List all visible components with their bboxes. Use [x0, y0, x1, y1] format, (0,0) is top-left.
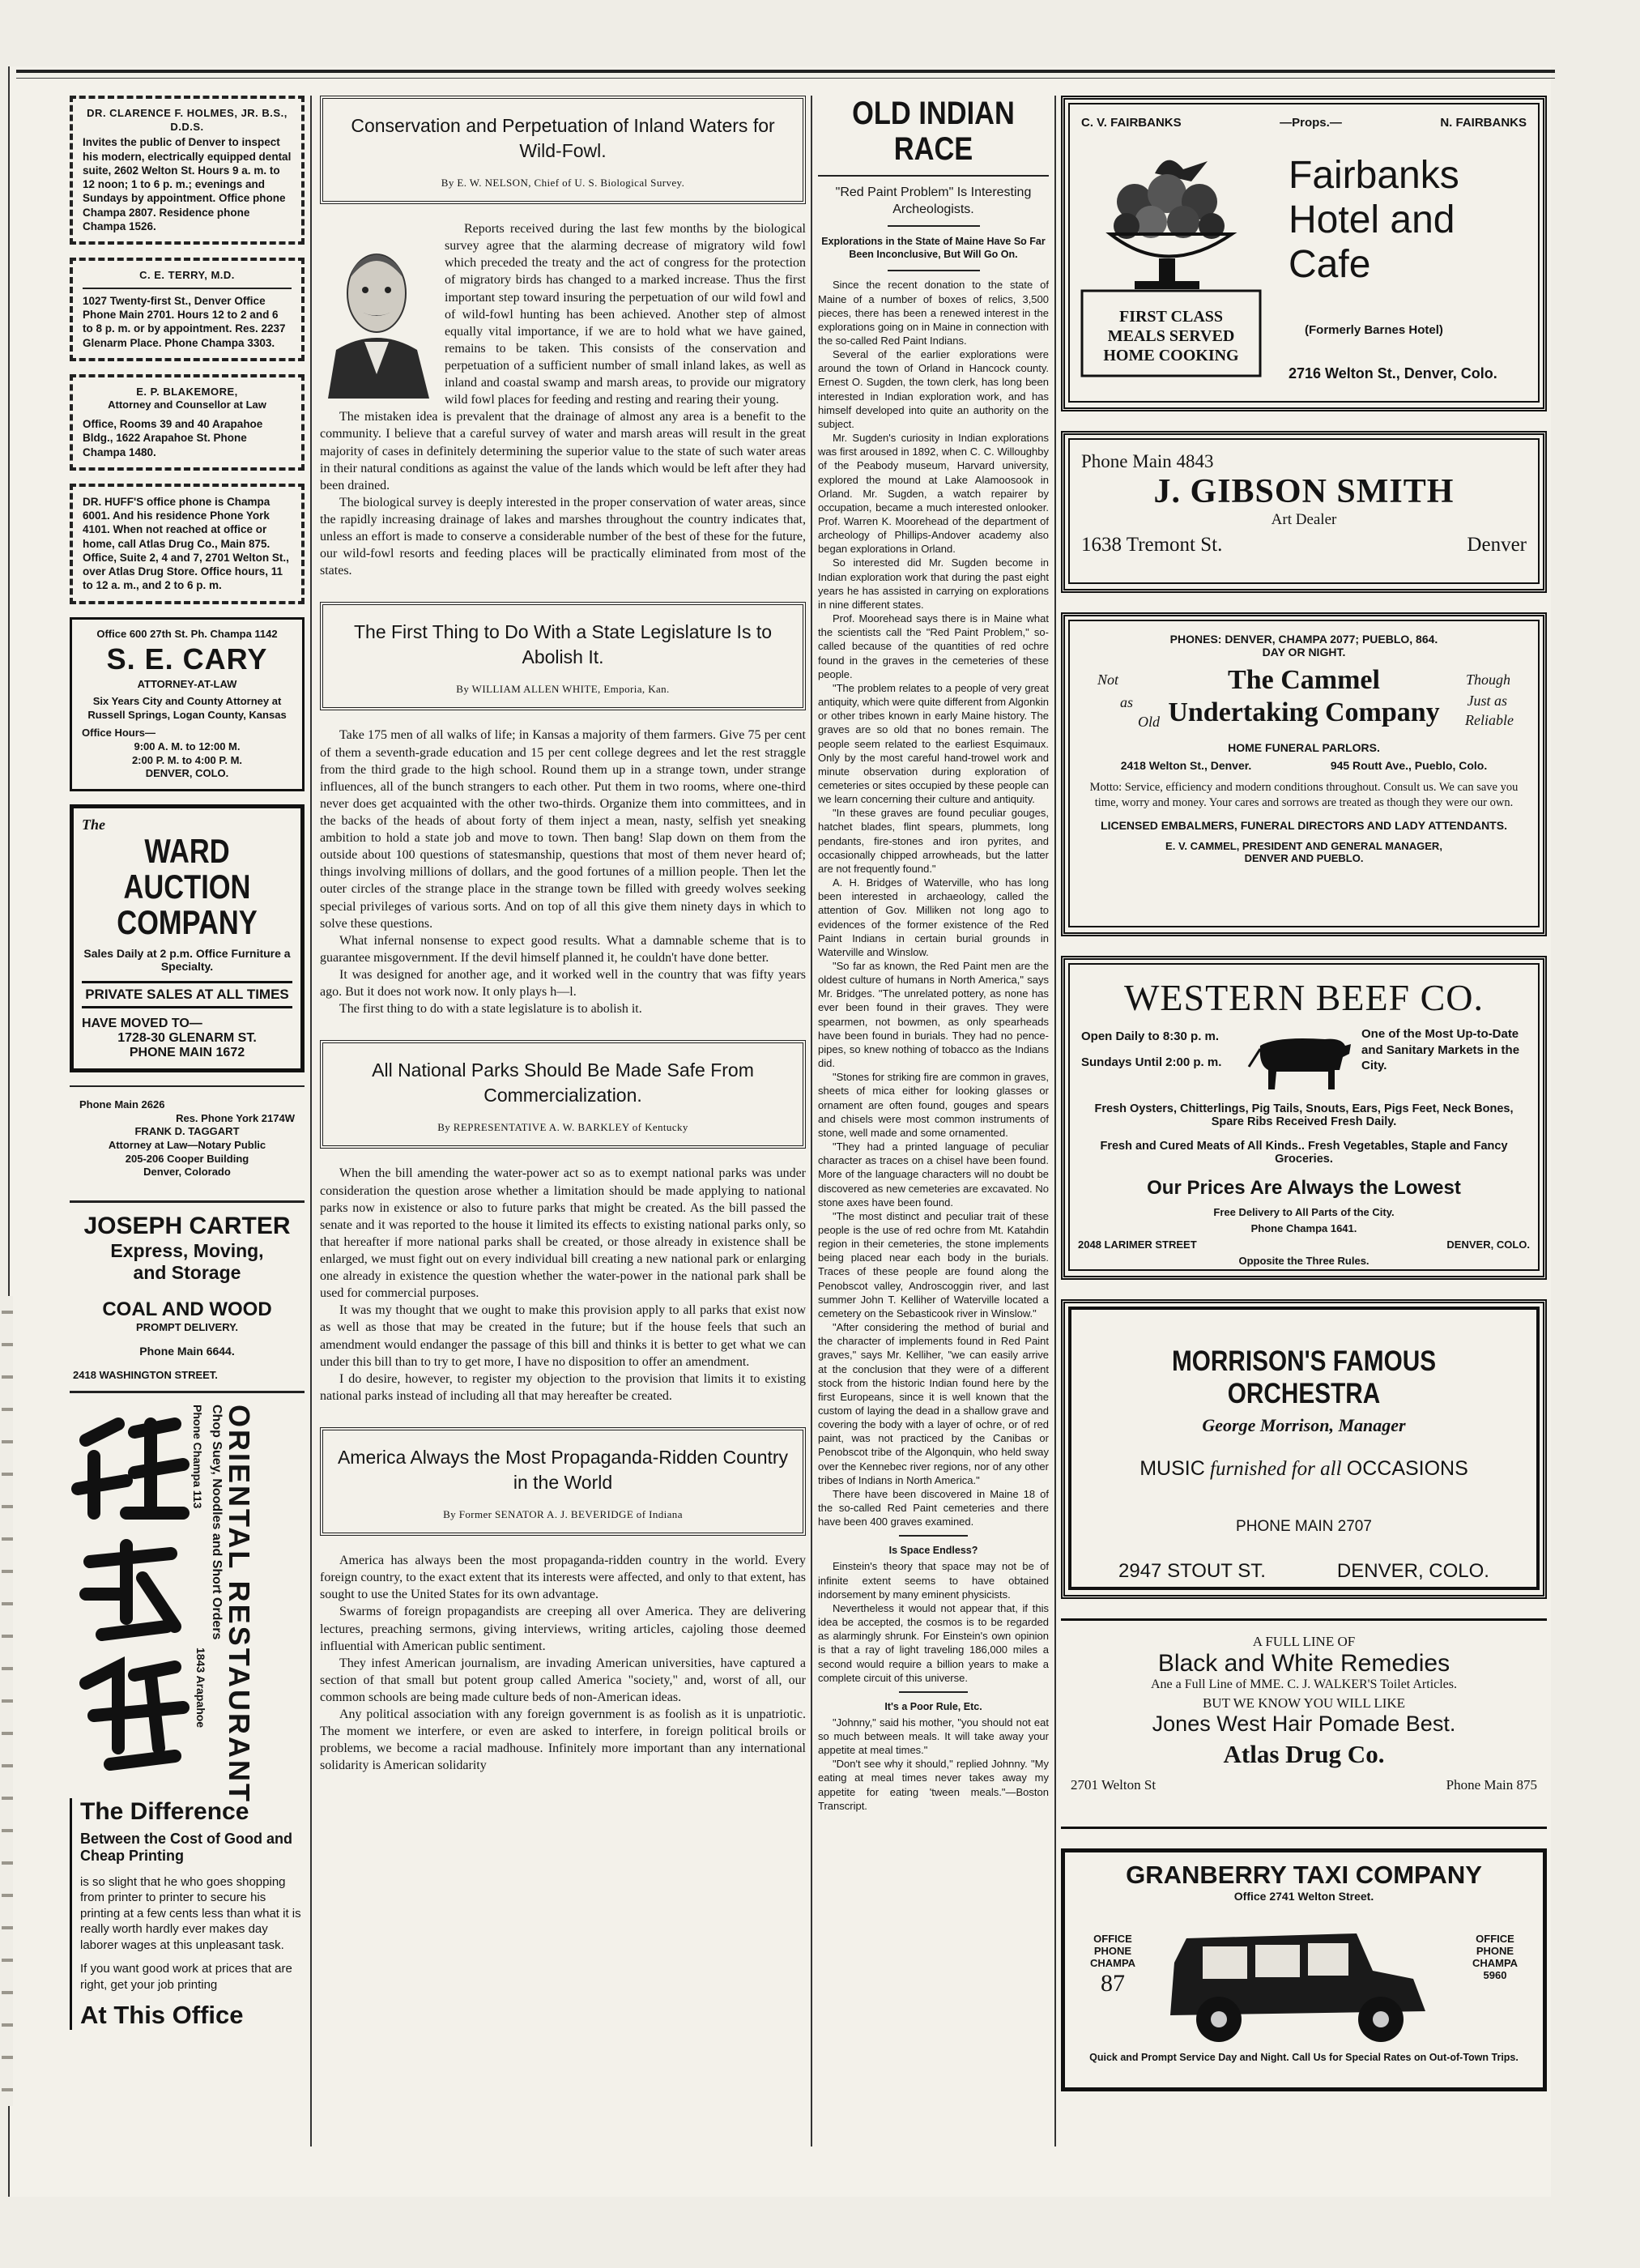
- ad-former: (Formerly Barnes Hotel): [1305, 323, 1443, 337]
- article-paragraph: When the bill amending the water-power act so as to exempt national parks was under consideration the question arose whether a limitation should be made applying to national parks now in existence or also to future parks that might be created. As the bill passed the senate and it was reported to the house it limited its effects to existing national parks only, so that hereafter if more national parks shall be created, or those already in existence shall be enlarged, we must fight out on every individual bill creating a new national park or enlarging one already in existence the question whether the water-power in the national park shall be used for commercial purposes.: [320, 1166, 806, 1301]
- ad-name: Cafe: [1289, 243, 1371, 287]
- ad-line: Ane a Full Line of MME. C. J. WALKER'S Toilet Articles.: [1150, 1678, 1458, 1691]
- ad-fresh: Fresh and Cured Meats of All Kinds.. Fresh Vegetables, Staple and Fancy Groceries.: [1100, 1140, 1508, 1166]
- ad-name: WESTERN BEEF CO.: [1123, 977, 1485, 1018]
- story-deck: "Red Paint Problem" Is Interesting Archeologists.: [835, 185, 1032, 216]
- article-title: Conservation and Perpetuation of Inland Waters for Wild-Fowl.: [351, 115, 775, 162]
- ad-phone: PHONE MAIN 2707: [1236, 1518, 1372, 1535]
- ad-reliable: Reliable: [1465, 712, 1514, 728]
- ad-music: furnished for all: [1210, 1458, 1342, 1480]
- ad-cammel-undertaking: [1061, 612, 1547, 936]
- column-advertisements: [1061, 96, 1547, 2155]
- ad-phone: Phone Main 875: [1446, 1777, 1537, 1793]
- article-byline: By REPRESENTATIVE A. W. BARKLEY of Kentucky: [437, 1121, 688, 1134]
- story-paragraph: "They had a printed language of peculiar character as traces on a chisel have been found. More of the language characters will no doubt be discovered as new cemeteries are excavated. No stone axes have been found.: [818, 1140, 1049, 1209]
- article-paragraph: What infernal nonsense to expect good results. What a damnable scheme that is to guarantee misgovernment. If the devil himself planned it, he couldn't have done better.: [320, 933, 806, 965]
- story-paragraph: So interested did Mr. Sugden become in Indian exploration work that during the past eight years he has assisted in carrying on explorations in nine different states.: [818, 556, 1049, 611]
- ad-text: If you want good work at prices that are right, get your job printing: [80, 1962, 292, 1992]
- ad-prop-right: N. FAIRBANKS: [1440, 116, 1527, 130]
- article-paragraph: The biological survey is deeply interested in the proper conservation of water areas, since the rapidly increasing drainage of lakes and marshes throughout the country indicates that, unless an effort is made to conserve a considerable number of the best of these for the future, our wild-fowl resorts and feeding places will be practically eliminated from most of the states.: [320, 495, 806, 578]
- ad-open: Open Daily to 8:30 p. m.: [1081, 1030, 1220, 1043]
- story-paragraph: "In these graves are found peculiar gouges, hatchet blades, flint spears, plummets, long pendants, fire-stones and iron pyrites, and occasionally chipped arrowheads, but the latter are not frequently found.": [818, 807, 1049, 875]
- ad-props: —Props.—: [1280, 116, 1342, 130]
- card-text: Office, Rooms 39 and 40 Arapahoe Bldg., 1622 Arapahoe St. Phone Champa 1480.: [83, 418, 263, 458]
- ad-city: DENVER, COLO.: [1446, 1238, 1530, 1251]
- ad-left: CHAMPA: [1089, 1956, 1136, 1969]
- sign-line: MEALS SERVED: [1107, 327, 1235, 345]
- column-rule: [811, 96, 812, 2146]
- ad-name: Atlas Drug Co.: [1223, 1740, 1385, 1768]
- ad-line: A FULL LINE OF: [1252, 1634, 1356, 1649]
- card-city: Denver, Colorado: [143, 1166, 231, 1179]
- ad-addr: 2418 WASHINGTON STREET.: [73, 1368, 218, 1381]
- article-header: [320, 602, 806, 710]
- article-paragraph: Any political association with any foreign government is as foolish as it is unpatriotic. The moment we interfere, or even are asked to interfere, in foreign political broils or problems, we become a racial madhouse. Infinitely more important than any international solidarity is American solidarity: [320, 1707, 806, 1773]
- ad-sundays: Sundays Until 2:00 p. m.: [1081, 1055, 1222, 1069]
- ad-line: Sales Daily at 2 p.m. Office Furniture a Specialty.: [83, 947, 291, 974]
- card-text: DR. HUFF'S office phone is Champa 6001. And his residence Phone York 4101. When not reached at office or home, call Atlas Drug Co., Main 875. Office, Suite 2, 4 and 7, 2701 Welton St., over Atlas Drug Store. Office hours, 11 to 12 a. m., and 2 to 6 p. m.: [83, 495, 289, 592]
- story-paragraph: Prof. Moorehead says there is in Maine what the scientists call the "Red Paint Problem," so-called because of the quantities of red ochre found in the graves in the cemeteries of these people.: [818, 612, 1049, 680]
- article-header: [320, 96, 806, 204]
- ad-line: PHONE MAIN 1672: [129, 1046, 245, 1060]
- ad-name: JOSEPH CARTER: [83, 1212, 291, 1239]
- ad-opp: Opposite the Three Rules.: [1238, 1255, 1370, 1267]
- ad-old: Old: [1138, 714, 1160, 730]
- ad-line: 1728-30 GLENARM ST.: [117, 1031, 257, 1046]
- ad-left: OFFICE: [1093, 1933, 1132, 1945]
- story-paragraph: "Stones for striking fire are common in graves, sheets of mica either for looking glasses or ornament are often found, gouges and spears and chisels were most common instruments of stone, well made and some ornamented.: [818, 1071, 1049, 1139]
- ad-line: COAL AND WOOD: [102, 1298, 272, 1320]
- ad-gibson-smith: [1061, 431, 1547, 593]
- column-old-indian-race: [818, 96, 1049, 2155]
- card-holmes: [70, 96, 305, 245]
- article-body: [320, 1552, 806, 1774]
- chinese-characters-image: [70, 1408, 191, 1788]
- taxi-car-illustration: [1154, 1914, 1446, 2052]
- ad-line: BUT WE KNOW YOU WILL LIKE: [1202, 1695, 1406, 1711]
- article-body: [320, 727, 806, 1017]
- ad-addr: 2048 LARIMER STREET: [1078, 1238, 1197, 1251]
- ad-foot: Quick and Prompt Service Day and Night. Call Us for Special Rates on Out-of-Town Trips.: [1089, 2052, 1519, 2063]
- ad-foot: At This Office: [80, 2001, 244, 2030]
- ad-morrison-orchestra: [1061, 1299, 1547, 1599]
- top-rule-thin: [16, 78, 1555, 79]
- ad-day: DAY OR NIGHT.: [1262, 646, 1346, 659]
- ad-cities: DENVER AND PUEBLO.: [1244, 851, 1364, 864]
- card-name: DR. CLARENCE F. HOLMES, JR. B.S., D.D.S.: [87, 107, 288, 133]
- ad-ward-auction: [70, 804, 305, 1072]
- article-header: [320, 1427, 806, 1536]
- ad-addr: 1638 Tremont St.: [1081, 534, 1223, 556]
- ad-title: The Difference: [80, 1797, 249, 1825]
- ad-role: Art Dealer: [1271, 511, 1337, 528]
- ad-the-difference: [70, 1798, 305, 2031]
- story-paragraph: Nevertheless it would not appear that, if this idea be accepted, the cosmos is to be regarded as alarmingly shrunk. For Einstein's own opinion is that a ray of light traveling 186,000 miles a second would require a billion years to make a complete circuit of this universe.: [818, 1601, 1049, 1684]
- story-paragraph: A. H. Bridges of Waterville, who has long been interested in archaeology, called the attention of Gov. Milliken not long ago to evidences of the former existence of the Red Paint Indians in certain burial grounds in Waterville and Winslow.: [818, 876, 1049, 958]
- ad-right: OFFICE: [1476, 1933, 1514, 1945]
- ad-name: The Cammel: [1228, 665, 1380, 695]
- story-body: [818, 278, 1049, 1528]
- ad-parlors: HOME FUNERAL PARLORS.: [1228, 741, 1380, 754]
- ad-western-beef: [1061, 956, 1547, 1280]
- ad-name: Fairbanks: [1289, 154, 1459, 197]
- story-paragraph: "So far as known, the Red Paint men are the oldest culture of humans in North America," says Mr. Bridges. "The unrelated pottery, as none has ever been found in their graves. They were spearmen, not bowmen, as only spearheads have been found in burials. They had no pence-pipes, so knew nothing of tobacco as the Indians did.: [818, 960, 1049, 1070]
- ad-line: PROMPT DELIVERY.: [136, 1320, 238, 1333]
- ad-prop-left: C. V. FAIRBANKS: [1081, 116, 1182, 130]
- column-professional-cards: [70, 96, 305, 2155]
- ad-though: Though: [1465, 671, 1510, 688]
- article-paragraph: America has always been the most propaganda-ridden country in the world. Every foreign country, to the exact extent that its interests were affected, and only to that extent, has sought to use the United States for its own advantage.: [320, 1554, 806, 1602]
- card-text: 1027 Twenty-first St., Denver Office Phone Main 2701. Hours 12 to 2 and 6 to 8 p. m. or by appointment. Res. 2237 Glenarm Place. Phone Champa 3303.: [83, 294, 286, 349]
- ad-name: MORRISON'S FAMOUS ORCHESTRA: [1171, 1345, 1437, 1409]
- card-hours: 9:00 A. M. to 12:00 M.: [134, 740, 241, 752]
- ad-the: The: [82, 816, 105, 833]
- article-paragraph: Take 175 men of all walks of life; in Kansas a majority of them farmers. Give 75 per cent of them a seventh-grade education and 15 per cent college degrees and let the rest straggle from the third grade to the high school. Round them up in a strange town, under strange influences, all of the bunch strangers to each other. Put them in two rooms, where one-third never does get acquainted with the other two-thirds. Organize them into committees, and in the backs of the heads of about forty of them inject a mean, nasty, selfish yet sneaking ambition to hold a state job and move to town. Then bang! Slap down on them from the outside about 100 questions of statesmanship, questions that most of them never heard of; things involving millions of dollars, and the good fortunes of a million people. Then let the outer circles of the strange place in the strange town be filled with greedy wolves seeking special privileges of various sorts. And on top of all this give them ninety days in which to solve these questions.: [320, 728, 806, 931]
- ad-name: J. GIBSON SMITH: [1153, 473, 1455, 510]
- ad-right: CHAMPA: [1472, 1956, 1519, 1969]
- ad-phone: Phone Champa 1641.: [1250, 1222, 1357, 1234]
- card-hours: 2:00 P. M. to 4:00 P. M.: [131, 753, 243, 766]
- card-title: Attorney at Law—Notary Public: [108, 1138, 266, 1151]
- article-header: [320, 1040, 806, 1149]
- story-headline: OLD INDIAN RACE: [852, 96, 1015, 167]
- binding-edge: [2, 1296, 13, 2106]
- card-top: Office 600 27th St. Ph. Champa 1142: [96, 627, 278, 640]
- ad-city: Denver: [1467, 534, 1527, 556]
- article-paragraph: Reports received during the last few months by the biological survey agree that the alarming decrease of migratory wild fowl which preceded the treaty and the act of congress for the protection of migratory birds has changed to a marked increase. Thus the first important step toward insuring the perpetuation of our wild fowl and of wild-fowl hunting has been achieved. Another step of almost equally vital importance, if we are to hold what we have gained, remains to be taken. This consists of the conservation and perpetuation of a sufficient number of small inland lakes, as well as inland and coastal swamp and marsh areas, to provide our migratory wild fowl places for feeding and resting and rearing their young.: [445, 222, 806, 407]
- ad-phone: Phone Main 4843: [1081, 451, 1214, 471]
- card-text: Invites the public of Denver to inspect his modern, electrically equipped dental suite, 2602 Welton St. Hours 9 a. m. to 12 noon; 1 to 6 p. m.; evenings and Sundays by appointment. Office phone Champa 2807. Residence phone Champa 1526.: [83, 136, 292, 232]
- card-cary: [70, 617, 305, 791]
- card-name: E. P. BLAKEMORE,: [136, 385, 238, 398]
- column-rule: [310, 96, 312, 2146]
- ad-addr: 2716 Welton St., Denver, Colo.: [1289, 365, 1497, 382]
- ad-phones: PHONES: DENVER, CHAMPA 2077; PUEBLO, 864.: [1169, 633, 1438, 646]
- ad-as: as: [1120, 694, 1134, 710]
- article-body: [320, 1165, 806, 1405]
- ad-addr: 2701 Welton St: [1071, 1777, 1157, 1793]
- card-line: Res. Phone York 2174W: [176, 1111, 295, 1124]
- card-name: FRANK D. TAGGART: [134, 1125, 240, 1138]
- ad-music: MUSIC: [1139, 1457, 1205, 1480]
- story-paragraph: "Johnny," said his mother, "you should not eat so much between meals. It will take away your appetite at meal times.": [818, 1716, 1049, 1757]
- ad-line: Black and White Remedies: [1157, 1650, 1450, 1677]
- card-hours-label: Office Hours—: [82, 727, 156, 740]
- ad-right: 5960: [1483, 1968, 1507, 1981]
- sign-line: HOME COOKING: [1103, 347, 1239, 364]
- ad-music: OCCASIONS: [1346, 1457, 1468, 1480]
- card-title: Attorney and Counsellor at Law: [108, 399, 266, 411]
- column-rule: [1054, 96, 1056, 2146]
- ad-right: PHONE: [1476, 1944, 1514, 1957]
- ad-addr: 945 Routt Ave., Pueblo, Colo.: [1330, 759, 1488, 772]
- card-terry: [70, 258, 305, 361]
- article-body: [320, 220, 806, 579]
- ad-licensed: LICENSED EMBALMERS, FUNERAL DIRECTORS AND LADY ATTENDANTS.: [1101, 818, 1507, 832]
- ad-sub: Between the Cost of Good and Cheap Printing: [80, 1830, 293, 1864]
- ad-granberry-taxi: [1061, 1848, 1547, 2091]
- ad-name: COMPANY: [117, 902, 258, 941]
- ad-not: Not: [1097, 671, 1119, 688]
- ad-line: Jones West Hair Pomade Best.: [1152, 1712, 1456, 1736]
- card-addr: 205-206 Cooper Building: [125, 1152, 249, 1165]
- ad-joseph-carter: [70, 1200, 305, 1393]
- story-paragraph: "After considering the method of burial and the character of implements found in Red Paint graves," says Mr. Kelliher, "we can easily arrive at the conclusion that they were of a different stock from the historic Indian found here by the first Europeans, since it is well known that the custom of laying the dead in a shallow grave and covering the body with a layer of ochre, or of red paint, was not practiced by the Canibas or Penobscot tribe of the Algonquin, who held sway over the Kennebec river regions, nor of any other tribes of Indians in North America.": [818, 1321, 1049, 1486]
- story-paragraph: Mr. Sugden's curiosity in Indian explorations was first aroused in 1892, when C. C. Willoughby of the Peabody museum, Harvard university, explored the mound at Lake Alamoosook in Orland. Mr. Sugden, a watch repairer by occupation, became a much interested onlooker. Prof. Warren K. Moorehead of the department of archeology of Phillips-Andover academy also began explorations in Orland.: [818, 432, 1049, 556]
- sign-line: FIRST CLASS: [1118, 308, 1224, 326]
- article-paragraph: They infest American journalism, are invading American universities, have captured a section of that small but potent group called America "society," and, worst of all, our common schools are being made culture beds of non-American ideas.: [320, 1656, 806, 1704]
- ad-officer: E. V. CAMMEL, PRESIDENT AND GENERAL MANAGER,: [1165, 839, 1442, 852]
- column-articles: [320, 96, 806, 2155]
- ad-phone: Phone Main 6644.: [139, 1344, 235, 1358]
- article-title: All National Parks Should Be Made Safe From Commercialization.: [372, 1059, 754, 1106]
- ad-name: Hotel and: [1289, 198, 1455, 242]
- ad-just: Just as: [1467, 693, 1507, 709]
- story-paragraph: Since the recent donation to the state of Maine of a number of boxes of relics, 3,500 pieces, there has been a renewed interest in the explorations going on in Maine in connection with the so-called Red Paint Indians.: [818, 279, 1049, 347]
- card-huff: [70, 484, 305, 604]
- top-rule: [16, 70, 1555, 73]
- ad-title: ORIENTAL RESTAURANT: [223, 1404, 256, 1804]
- card-taggart: [70, 1085, 305, 1187]
- article-title: America Always the Most Propaganda-Ridden Country in the World: [337, 1446, 789, 1494]
- story-paragraph: "The most distinct and peculiar trait of these people is the use of red ochre from Mt. Katahdin region in their cemeteries, the stone implements being placed near each body in the burials. Traces of these people are found along the Penobscot valley, Androscoggin river, and last summer John T. Kelliher of Waterville located a cemetery on the Sebasticook river in Winslow.": [818, 1209, 1049, 1319]
- portrait-image: [320, 220, 433, 399]
- ad-right: One of the Most Up-to-Date and Sanitary Markets in the City.: [1361, 1027, 1520, 1072]
- ad-line: HAVE MOVED TO—: [82, 1017, 202, 1031]
- card-name: C. E. TERRY, M.D.: [139, 269, 235, 282]
- ad-phone: Phone Champa 113: [191, 1404, 204, 1509]
- story-paragraph: "The problem relates to a people of very great antiquity, which were quite different from Algonkin or other tribes known in early Maine history. The graves are so old that no bones remain. The people seem related to the earliest Esquimaux. Only by the most careful hand-trowel work and minute observation during exploration of cemeteries or sites occupied by these people can we learn concerning their culture and antiquity.: [818, 681, 1049, 806]
- story-body: [818, 1716, 1049, 1813]
- ad-fairbanks-hotel: [1061, 96, 1547, 411]
- ad-mgr: George Morrison, Manager: [1202, 1415, 1406, 1435]
- ad-text: is so slight that he who goes shopping from printer to printer to secure his printing at a few cents less than what it is really worth hardly ever makes day laborer wages at this unpleasant task.: [80, 1874, 301, 1952]
- article-byline: By Former SENATOR A. J. BEVERIDGE of Indiana: [443, 1508, 683, 1521]
- ad-line: and Storage: [133, 1261, 241, 1283]
- article-paragraph: It was my thought that we ought to make this provision apply to all parks that exist now as well as those that may be created in the future; but if the house feels that such an amendment would endanger the passage of this bill and thinks it is better to get what we can under this bill than to try to get more, I have no disposition to offer an amendment.: [320, 1303, 806, 1369]
- card-title: ATTORNEY-AT-LAW: [137, 678, 237, 691]
- card-name: S. E. CARY: [106, 642, 268, 676]
- ad-fresh: Fresh Oysters, Chitterlings, Pig Tails, Snouts, Ears, Pigs Feet, Neck Bones, Spare Ribs Received Fresh Daily.: [1094, 1102, 1514, 1128]
- ad-left: PHONE: [1093, 1944, 1132, 1957]
- card-line: Phone Main 2626: [79, 1098, 165, 1111]
- ad-name: WARD AUCTION: [123, 831, 251, 906]
- story-paragraph: "Don't see why it should," replied Johnny. "My eating at meal times never takes away my appetite for eating 'tween meals."—Boston Transcript.: [818, 1758, 1049, 1812]
- ad-city: DENVER, COLO.: [1336, 1560, 1489, 1582]
- ad-addr: 2947 STOUT ST.: [1118, 1560, 1266, 1582]
- portrait-illustration: [320, 220, 433, 399]
- article-byline: By WILLIAM ALLEN WHITE, Emporia, Kan.: [456, 683, 670, 696]
- ad-line: Chop Suey, Noodles and Short Orders: [210, 1404, 224, 1640]
- article-byline: By E. W. NELSON, Chief of U. S. Biological Survey.: [441, 177, 685, 190]
- ad-oriental-restaurant: [70, 1404, 305, 1804]
- ad-left: 87: [1101, 1969, 1125, 1997]
- card-text: Six Years City and County Attorney at Russell Springs, Logan County, Kansas: [87, 695, 287, 721]
- article-paragraph: The first thing to do with a state legislature is to abolish it.: [339, 1002, 642, 1017]
- article-paragraph: Swarms of foreign propagandists are creeping all over America. They are delivering lectures, preaching sermons, giving interviews, writing articles, cajoling those deemed influential with American public sentiment.: [320, 1605, 806, 1653]
- article-title: The First Thing to Do With a State Legislature Is to Abolish It.: [353, 621, 773, 668]
- story-subdeck: Explorations in the State of Maine Have So Far Been Inconclusive, But Will Go On.: [821, 235, 1046, 261]
- ad-line: PRIVATE SALES AT ALL TIMES: [82, 981, 292, 1008]
- ad-motto: Motto: Service, efficiency and modern conditions throughout. Consult us. We can save you time, worry and money. Your cares and sorrows are treated as though they were our own.: [1089, 781, 1519, 809]
- ad-delivery: Free Delivery to All Parts of the City.: [1213, 1206, 1395, 1218]
- story-paragraph: Several of the earlier explorations were around the town of Orland in Hancock county. Ernest O. Sugden, the town clerk, has long been interested in Indian exploration work, and has himself developed into quite an authority on the subject.: [818, 348, 1049, 430]
- ad-office: Office 2741 Welton Street.: [1233, 1890, 1374, 1903]
- ad-prices: Our Prices Are Always the Lowest: [1147, 1177, 1461, 1199]
- article-paragraph: I do desire, however, to register my objection to the provision that limits it to existing national parks instead of including all that may hereafter be created.: [320, 1371, 806, 1403]
- section-heading: It's a Poor Rule, Etc.: [884, 1700, 982, 1712]
- ad-line: Express, Moving,: [110, 1239, 264, 1261]
- ad-addr: 2418 Welton St., Denver.: [1120, 759, 1252, 772]
- section-heading: Is Space Endless?: [888, 1545, 978, 1557]
- story-paragraph: Einstein's theory that space may not be of infinite extent seems to have obtained indorsement by many eminent physicists.: [818, 1560, 1049, 1601]
- ad-atlas-drug: [1061, 1618, 1547, 1829]
- card-city: DENVER, COLO.: [145, 767, 229, 780]
- ad-name: Undertaking Company: [1168, 697, 1440, 727]
- cow-icon: [1244, 1021, 1357, 1094]
- card-blakemore: [70, 374, 305, 471]
- ad-name: GRANBERRY TAXI COMPANY: [1126, 1861, 1482, 1889]
- article-paragraph: It was designed for another age, and it worked well in the country that was fifty years ago. But it does not work now. It only plays h—l.: [320, 968, 806, 1000]
- story-body: [818, 1559, 1049, 1684]
- article-paragraph: The mistaken idea is prevalent that the drainage of almost any area is a benefit to the community. I believe that a careful survey of water and marsh areas will result in the great majority of cases in definitely determining the superior value to the state of such water areas in their natural conditions as against the value of the lands which would be left after they had been drained.: [320, 410, 806, 492]
- ad-addr: 1843 Arapahoe: [194, 1647, 207, 1728]
- story-paragraph: There have been discovered in Maine 18 of the so-called Red Paint cemeteries and there have been 400 graves examined.: [818, 1487, 1049, 1528]
